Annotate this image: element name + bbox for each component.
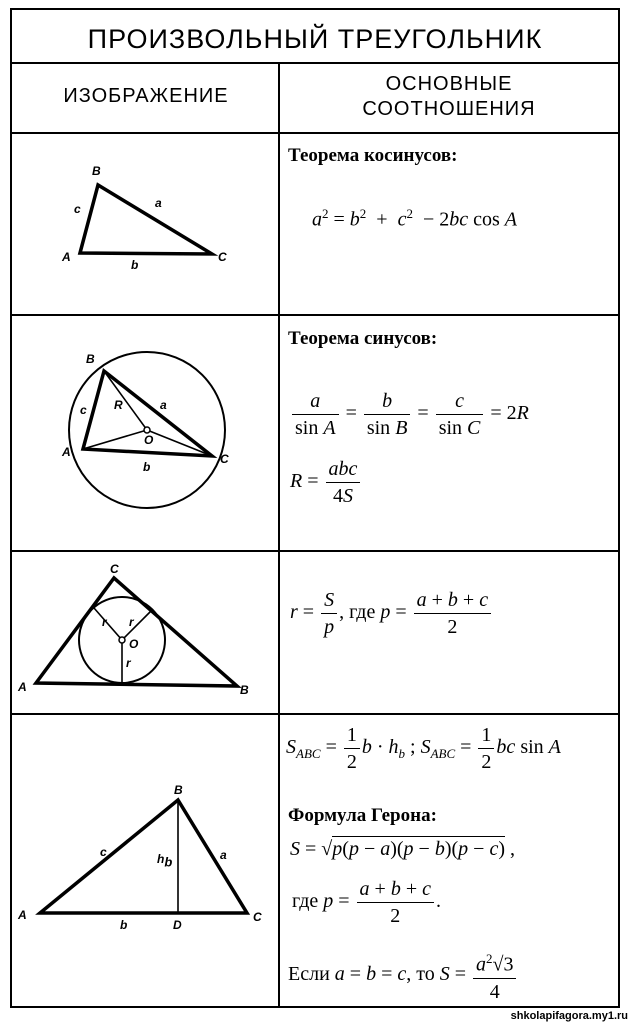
- cosine-formula: $a^2 = b^2 + c^2 - 2bc$ cos A: [312, 206, 518, 231]
- inradius-formula: r = $\frac{S}{p}$ , где p = $\frac{a + b + c}{2}$: [290, 587, 493, 640]
- t1-label-a: a: [155, 196, 162, 210]
- t4-label-a: a: [220, 848, 227, 862]
- t2-label-O: O: [144, 433, 154, 447]
- t2-label-B: B: [86, 352, 95, 366]
- equilateral-formula: Если a = b = c, то S = $\frac{a^2√3}{4}$: [288, 946, 518, 1005]
- cosine-theorem-heading: Теорема косинусов:: [288, 145, 458, 166]
- header-relations-line1: ОСНОВНЫЕ: [385, 73, 513, 95]
- t4-label-B: B: [174, 783, 183, 797]
- triangle-heron-figure: [40, 800, 247, 913]
- t3-label-O: O: [129, 637, 139, 651]
- t4-label-D: D: [173, 918, 182, 932]
- sine-formula: $\frac{a}{\text{sin A}}$ = $\frac{b}{\text{sin B}}$ = $\frac{c}{\text{sin C}}$ = 2R: [290, 388, 529, 441]
- header-relations-line2: СООТНОШЕНИЯ: [362, 98, 536, 120]
- t4-label-b: b: [120, 918, 128, 932]
- circumradius-formula: R = $\frac{\text{abc}}{4S}$: [290, 456, 362, 509]
- t3-label-C: C: [110, 562, 119, 576]
- t1-label-c: c: [74, 202, 81, 216]
- t4-label-h: $h_b$: [157, 852, 173, 870]
- heron-where: где: [292, 890, 319, 913]
- t4-label-C: C: [253, 910, 262, 924]
- t3-label-r-bottom: r: [126, 656, 131, 670]
- header-image: ИЗОБРАЖЕНИЕ: [63, 85, 229, 107]
- equilateral-if: Если: [288, 962, 330, 985]
- heron-formula: S = √p(p − a)(p − b)(p − c) ,: [290, 838, 515, 860]
- t3-label-B: B: [240, 683, 249, 697]
- area-formulas: $S_{ABC}$ = $\frac{1}{2}$ $b \cdot h_b$ ; $S_{ABC}$ = $\frac{1}{2}$ bc sin A: [286, 724, 561, 773]
- triangle-sine-figure: [69, 352, 225, 508]
- triangle-incircle-figure: [36, 578, 237, 686]
- page-title: ПРОИЗВОЛЬНЫЙ ТРЕУГОЛЬНИК: [87, 24, 543, 54]
- t2-label-A: A: [62, 445, 71, 459]
- t1-label-C: C: [218, 250, 227, 264]
- t1-label-B: B: [92, 164, 101, 178]
- semiperimeter-formula: где p = $\frac{a + b + c}{2}$ .: [292, 878, 441, 927]
- t1-label-b: b: [131, 258, 139, 272]
- t2-label-c: c: [80, 403, 87, 417]
- heron-heading: Формула Герона:: [288, 805, 437, 826]
- t1-label-A: A: [62, 250, 71, 264]
- t2-label-R: R: [114, 398, 123, 412]
- t3-label-A: A: [18, 680, 27, 694]
- t2-label-a: a: [160, 398, 167, 412]
- t3-label-r-left: r: [102, 615, 107, 629]
- inradius-where: где: [349, 601, 376, 624]
- t2-label-C: C: [220, 452, 229, 466]
- t2-label-b: b: [143, 460, 151, 474]
- t3-label-r-right: r: [129, 615, 134, 629]
- sine-theorem-heading: Теорема синусов:: [288, 328, 438, 349]
- equilateral-then: то: [416, 962, 435, 985]
- t4-label-c: c: [100, 845, 107, 859]
- triangle-cosine-figure: [80, 185, 212, 254]
- t4-label-A: A: [18, 908, 27, 922]
- site-watermark: shkolapifagora.my1.ru: [510, 1010, 628, 1022]
